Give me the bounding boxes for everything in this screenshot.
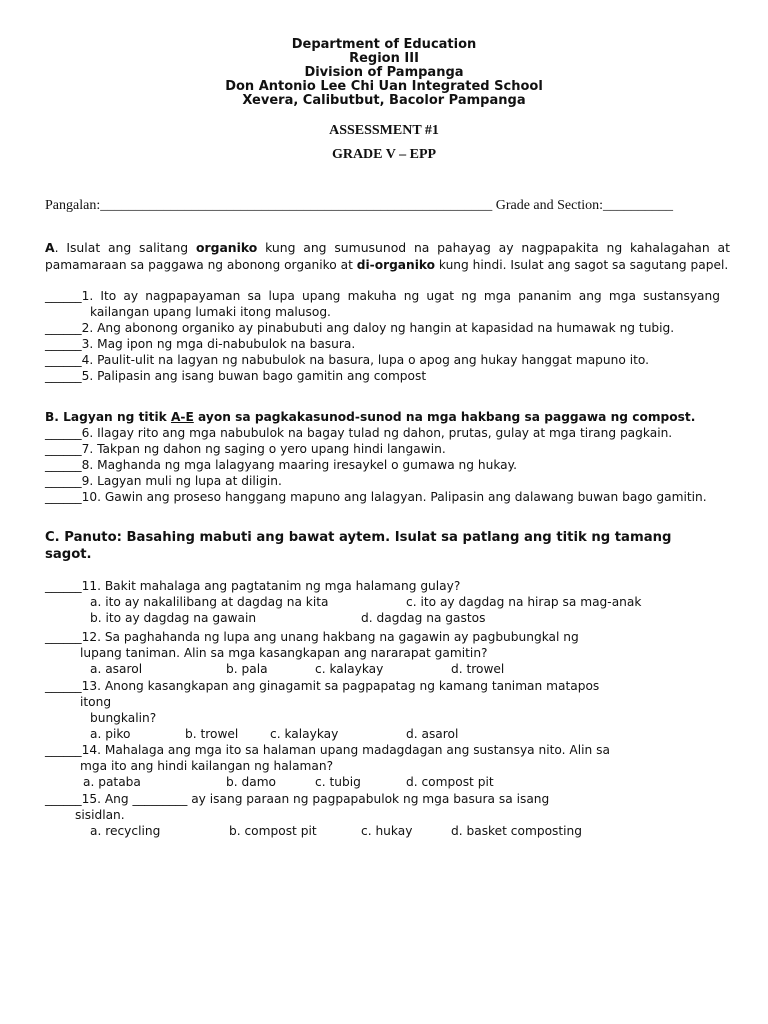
question-12 xyxy=(45,629,730,677)
part-c xyxy=(45,529,730,563)
item-4: ______4. Paulit-ulit na lagyan ng nabubulok na basura, lupa o apog ang hukay hanggat mapuno ito. xyxy=(45,353,649,367)
q14-option-c: c. tubig xyxy=(315,775,361,789)
grade-title: GRADE V – EPP xyxy=(331,147,437,162)
q12-stem-1: ______12. Sa paghahanda ng lupa ang unang hakbang na gagawin ay pagbubungkal ng xyxy=(45,630,579,644)
q11-stem: ______11. Bakit mahalaga ang pagtatanim ng mga halamang gulay? xyxy=(45,579,461,593)
q13-option-a: a. piko xyxy=(90,727,131,741)
keyword-di-organiko: di-organiko xyxy=(356,258,436,272)
q13-stem-2: itong xyxy=(80,695,112,709)
name-blank: ________________________________________________________ xyxy=(100,198,493,213)
header-department: Department of Education xyxy=(291,37,477,52)
q12-option-b: b. pala xyxy=(226,662,268,676)
q15-option-b: b. compost pit xyxy=(229,824,317,838)
keyword-organiko: organiko xyxy=(195,240,258,255)
item-6: ______6. Ilagay rito ang mga nabubulok na bagay tulad ng dahon, prutas, gulay at mga tirang pagkain. xyxy=(45,426,673,440)
item-8: ______8. Maghanda ng mga lalagyang maaring iresaykel o gumawa ng hukay. xyxy=(45,458,517,472)
assessment-title: ASSESSMENT #1 xyxy=(329,123,439,138)
q13-option-c: c. kalaykay xyxy=(270,727,339,741)
question-15 xyxy=(45,791,730,839)
item-3: ______3. Mag ipon ng mga di-nabubulok na basura. xyxy=(45,337,356,351)
part-b-heading xyxy=(45,409,730,425)
q11-option-a: a. ito ay nakalilibang at dagdag na kita xyxy=(90,595,329,609)
question-11 xyxy=(45,578,730,626)
header-school: Don Antonio Lee Chi Uan Integrated School xyxy=(225,79,543,94)
q11-option-d: d. dagdag na gastos xyxy=(361,611,486,625)
q12-stem-2: lupang taniman. Alin sa mga kasangkapan ang nararapat gamitin? xyxy=(80,646,488,660)
name-label: Pangalan: xyxy=(45,198,101,213)
grade-section-label: Grade and Section: xyxy=(495,198,604,213)
q14-stem-2: mga ito ang hindi kailangan ng halaman? xyxy=(80,759,334,773)
q13-stem-1: ______13. Anong kasangkapan ang ginagamit sa pagpapatag ng kamang taniman matapos xyxy=(45,679,600,693)
header-division: Division of Pampanga xyxy=(304,65,464,80)
part-a-instruction-text: . Isulat ang salitang xyxy=(54,240,196,255)
q13-stem-3: bungkalin? xyxy=(90,711,157,725)
item-5: ______5. Palipasin ang isang buwan bago gamitin ang compost xyxy=(45,369,427,383)
school-header xyxy=(0,38,768,108)
q12-option-a: a. asarol xyxy=(90,662,143,676)
q11-option-c: c. ito ay dagdag na hirap sa mag-anak xyxy=(406,595,642,609)
item-7: ______7. Takpan ng dahon ng saging o yero upang hindi langawin. xyxy=(45,442,446,456)
item-10: ______10. Gawin ang proseso hanggang mapuno ang lalagyan. Palipasin ang dalawang buwan bago gamitin. xyxy=(45,490,707,504)
letters-a-e: A-E xyxy=(170,410,194,424)
question-14 xyxy=(45,742,730,790)
q15-option-a: a. recycling xyxy=(90,824,161,838)
q14-option-b: b. damo xyxy=(226,775,277,789)
q12-option-c: c. kalaykay xyxy=(315,662,384,676)
name-section-line xyxy=(45,198,673,214)
q15-option-c: c. hukay xyxy=(361,824,413,838)
part-b-heading-text-2: ayon sa pagkakasunod-sunod na mga hakbang sa paggawa ng compost. xyxy=(193,410,696,424)
q13-option-b: b. trowel xyxy=(185,727,239,741)
item-1-continued: kailangan upang lumaki itong malusog. xyxy=(90,305,331,319)
q14-option-d: d. compost pit xyxy=(406,775,494,789)
part-a-instruction-text-3: pamamaraan sa paggawa ng abonong organiko at xyxy=(45,258,357,272)
part-a xyxy=(45,240,730,384)
question-13 xyxy=(45,678,730,742)
item-9: ______9. Lagyan muli ng lupa at diligin. xyxy=(45,474,282,488)
q13-option-d: d. asarol xyxy=(406,727,459,741)
q14-stem-1: ______14. Mahalaga ang mga ito sa halaman upang madagdagan ang sustansya nito. Alin sa xyxy=(45,743,610,757)
part-c-heading-line-1: C. Panuto: Basahing mabuti ang bawat aytem. Isulat sa patlang ang titik ng tamang xyxy=(45,530,672,545)
part-b xyxy=(45,409,730,505)
part-a-instruction-line-1 xyxy=(45,240,730,256)
q15-option-d: d. basket composting xyxy=(451,824,583,838)
q12-option-d: d. trowel xyxy=(451,662,505,676)
q15-stem-1: ______15. Ang _________ ay isang paraan ng pagpapabulok ng mga basura sa isang xyxy=(45,792,550,806)
q14-option-a: a. pataba xyxy=(83,775,141,789)
grade-section-blank: __________ xyxy=(603,198,674,213)
header-region: Region III xyxy=(349,51,419,66)
q11-option-b: b. ito ay dagdag na gawain xyxy=(90,611,257,625)
part-a-instruction-line-2 xyxy=(45,257,730,273)
header-address: Xevera, Calibutbut, Bacolor Pampanga xyxy=(242,93,526,108)
part-a-letter: A xyxy=(45,240,55,255)
part-b-heading-text: B. Lagyan ng titik xyxy=(45,410,171,424)
item-1: ______1. Ito ay nagpapayaman sa lupa upang makuha ng ugat ng mga pananim ang mga sustansyang xyxy=(45,289,720,303)
q15-stem-2: sisidlan. xyxy=(75,808,125,822)
part-c-heading-line-2: sagot. xyxy=(45,547,92,562)
item-2: ______2. Ang abonong organiko ay pinabubuti ang daloy ng hangin at kapasidad na humawak ng tubig. xyxy=(45,321,675,335)
part-a-instruction-text-4: kung hindi. Isulat ang sagot sa sagutang papel. xyxy=(435,258,729,272)
part-a-instruction-text-2: kung ang sumusunod na pahayag ay nagpapakita ng kahalagahan at xyxy=(257,240,730,255)
